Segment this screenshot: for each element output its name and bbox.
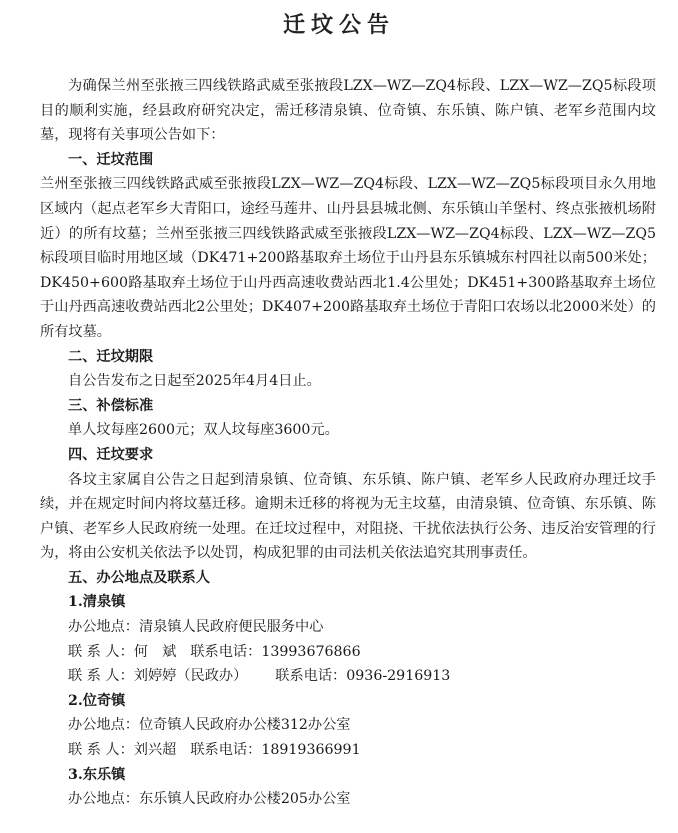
intro-paragraph: 为确保兰州至张掖三四线铁路武威至张掖段LZX—WZ—ZQ4标段、LZX—WZ—ZQ5标段项目的顺利实施，经县政府研究决定，需迁移清泉镇、位奇镇、东乐镇、陈户镇、老军乡范围内坟墓，现将有关事项公告如下： xyxy=(40,78,656,144)
office-weiqi xyxy=(68,689,656,763)
section-heading: 三、补偿标准 xyxy=(68,397,154,414)
address-value: 位奇镇人民政府办公楼312办公室 xyxy=(138,717,351,734)
office-address-row xyxy=(68,787,656,812)
office-dongle xyxy=(68,763,656,812)
section-offices xyxy=(68,566,656,812)
contact-label: 联 系 人： xyxy=(68,742,134,759)
phone-label: 联系电话： xyxy=(190,643,262,660)
contact-row xyxy=(68,640,656,665)
phone-label: 联系电话： xyxy=(275,668,347,685)
phone-value: 0936-2916913 xyxy=(346,668,451,685)
office-name: 3.东乐镇 xyxy=(68,766,126,783)
office-qingquan xyxy=(68,590,656,688)
page-title: 迁坟公告 xyxy=(282,12,395,38)
address-label: 办公地点： xyxy=(68,717,139,734)
section-body: 单人坟每座2600元；双人坟每座3600元。 xyxy=(68,422,339,439)
contact-row xyxy=(68,664,656,689)
address-value: 清泉镇人民政府便民服务中心 xyxy=(138,619,324,636)
section-body: 兰州至张掖三四线铁路武威至张掖段LZX—WZ—ZQ4标段、LZX—WZ—ZQ5标段项目永久用地区域内（起点老军乡大青阳口，途经马莲井、山丹县县城北侧、东乐镇山羊堡村、终点张掖机场附近）的所有坟墓；兰州至张掖三四线铁路武威至张掖段LZX—WZ—ZQ4标段、LZX—WZ—ZQ5标段项目临时用地区域（DK471+200路基取弃土场位于山丹县东乐镇城东村四社以南500米处；DK450+600路基取弃土场位于山丹西高速收费站西北1.4公里处；DK451+300路基取弃土场位于山丹西高速收费站西北2公里处；DK407+200路基取弃土场位于青阳口农场以北2000米处）的所有坟墓。 xyxy=(40,176,656,340)
section-heading: 五、办公地点及联系人 xyxy=(68,569,210,586)
office-address-row xyxy=(68,713,656,738)
section-heading: 一、迁坟范围 xyxy=(68,151,154,168)
section-deadline xyxy=(68,345,656,394)
phone-value: 18919366991 xyxy=(261,742,361,759)
section-heading: 四、迁坟要求 xyxy=(68,446,154,463)
contact-name: 何 斌 xyxy=(133,643,177,660)
office-name: 2.位奇镇 xyxy=(68,692,126,709)
address-label: 办公地点： xyxy=(68,791,139,808)
address-value: 东乐镇人民政府办公楼205办公室 xyxy=(138,791,351,808)
contact-row xyxy=(68,738,656,763)
office-address-row xyxy=(68,615,656,640)
phone-label: 联系电话： xyxy=(190,742,262,759)
section-heading: 二、迁坟期限 xyxy=(68,348,154,365)
phone-value: 13993676866 xyxy=(261,643,361,660)
section-scope xyxy=(40,148,656,345)
contact-name: 刘兴超 xyxy=(133,742,177,759)
section-body: 各坟主家属自公告之日起到清泉镇、位奇镇、东乐镇、陈户镇、老军乡人民政府办理迁坟手续，并在规定时间内将坟墓迁移。逾期未迁移的将视为无主坟墓，由清泉镇、位奇镇、东乐镇、陈户镇、老军乡人民政府统一处理。在迁坟过程中，对阻挠、干扰依法执行公务、违反治安管理的行为，将由公安机关依法予以处罚，构成犯罪的由司法机关依法追究其刑事责任。 xyxy=(40,471,656,562)
address-label: 办公地点： xyxy=(68,619,139,636)
contact-label: 联 系 人： xyxy=(68,643,134,660)
section-requirements xyxy=(40,443,656,566)
section-body: 自公告发布之日起至2025年4月4日止。 xyxy=(68,373,321,390)
contact-label: 联 系 人： xyxy=(68,668,134,685)
office-name: 1.清泉镇 xyxy=(68,594,126,611)
contact-name: 刘婷婷（民政办） xyxy=(133,668,248,685)
section-compensation xyxy=(68,394,656,443)
